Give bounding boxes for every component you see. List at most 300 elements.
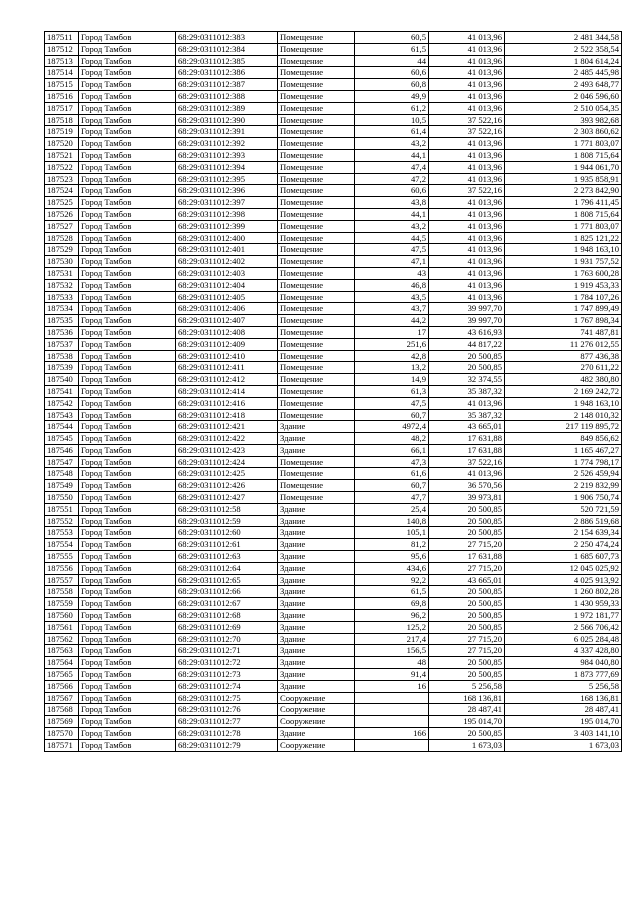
locality-cell: Город Тамбов [79,503,176,515]
cadastral-value-cell: 12 045 025,92 [505,562,622,574]
object-type-cell: Сооружение [278,692,355,704]
locality-cell: Город Тамбов [79,574,176,586]
specific-value-cell: 27 715,20 [429,633,505,645]
object-type-cell: Здание [278,645,355,657]
area-cell: 44,2 [355,315,429,327]
object-type-cell: Помещение [278,456,355,468]
specific-value-cell: 37 522,16 [429,126,505,138]
cadastral-value-cell: 2 510 054,35 [505,102,622,114]
locality-cell: Город Тамбов [79,173,176,185]
area-cell: 43,7 [355,303,429,315]
locality-cell: Город Тамбов [79,433,176,445]
cadastral-value-cell: 1 825 121,22 [505,232,622,244]
area-cell: 251,6 [355,338,429,350]
cadastral-number-cell: 68:29:0311012:58 [176,503,278,515]
area-cell: 81,2 [355,539,429,551]
area-cell [355,692,429,704]
locality-cell: Город Тамбов [79,598,176,610]
cadastral-number-cell: 68:29:0311012:77 [176,716,278,728]
object-type-cell: Помещение [278,303,355,315]
row-number-cell: 187525 [45,197,79,209]
area-cell: 60,6 [355,67,429,79]
cadastral-value-cell: 1 808 715,64 [505,149,622,161]
object-type-cell: Помещение [278,67,355,79]
cadastral-number-cell: 68:29:0311012:424 [176,456,278,468]
cadastral-value-cell: 1 673,03 [505,739,622,751]
table-row [45,32,622,44]
specific-value-cell: 168 136,81 [429,692,505,704]
object-type-cell: Здание [278,610,355,622]
table-row [45,79,622,91]
specific-value-cell: 17 631,88 [429,551,505,563]
row-number-cell: 187555 [45,551,79,563]
cadastral-number-cell: 68:29:0311012:406 [176,303,278,315]
object-type-cell: Помещение [278,350,355,362]
object-type-cell: Помещение [278,43,355,55]
table-row [45,669,622,681]
table-row [45,138,622,150]
area-cell: 14,9 [355,374,429,386]
object-type-cell: Помещение [278,480,355,492]
table-row [45,362,622,374]
area-cell: 156,5 [355,645,429,657]
cadastral-number-cell: 68:29:0311012:390 [176,114,278,126]
locality-cell: Город Тамбов [79,55,176,67]
area-cell: 66,1 [355,444,429,456]
row-number-cell: 187537 [45,338,79,350]
cadastral-value-cell: 5 256,58 [505,680,622,692]
cadastral-number-cell: 68:29:0311012:421 [176,421,278,433]
locality-cell: Город Тамбов [79,362,176,374]
row-number-cell: 187538 [45,350,79,362]
table-row [45,468,622,480]
cadastral-number-cell: 68:29:0311012:400 [176,232,278,244]
area-cell: 166 [355,728,429,740]
row-number-cell: 187532 [45,279,79,291]
object-type-cell: Здание [278,527,355,539]
specific-value-cell: 43 665,01 [429,574,505,586]
table-row [45,173,622,185]
row-number-cell: 187568 [45,704,79,716]
object-type-cell: Помещение [278,102,355,114]
object-type-cell: Помещение [278,79,355,91]
specific-value-cell: 27 715,20 [429,562,505,574]
row-number-cell: 187548 [45,468,79,480]
cadastral-value-cell: 1 767 898,34 [505,315,622,327]
cadastral-value-cell: 2 493 648,77 [505,79,622,91]
table-row [45,456,622,468]
cadastral-value-cell: 393 982,68 [505,114,622,126]
cadastral-value-cell: 1 919 453,33 [505,279,622,291]
row-number-cell: 187557 [45,574,79,586]
specific-value-cell: 41 013,96 [429,397,505,409]
cadastral-number-cell: 68:29:0311012:386 [176,67,278,79]
row-number-cell: 187561 [45,621,79,633]
specific-value-cell: 41 013,96 [429,220,505,232]
area-cell: 105,1 [355,527,429,539]
row-number-cell: 187511 [45,32,79,44]
cadastral-value-cell: 2 250 474,24 [505,539,622,551]
object-type-cell: Здание [278,539,355,551]
table-row [45,621,622,633]
cadastral-number-cell: 68:29:0311012:405 [176,291,278,303]
row-number-cell: 187524 [45,185,79,197]
table-row [45,267,622,279]
row-number-cell: 187550 [45,492,79,504]
area-cell: 44,1 [355,208,429,220]
area-cell: 60,5 [355,32,429,44]
object-type-cell: Помещение [278,362,355,374]
area-cell: 43,8 [355,197,429,209]
area-cell: 47,2 [355,173,429,185]
area-cell: 60,6 [355,185,429,197]
specific-value-cell: 35 387,32 [429,409,505,421]
object-type-cell: Помещение [278,315,355,327]
cadastral-number-cell: 68:29:0311012:79 [176,739,278,751]
table-row [45,716,622,728]
object-type-cell: Здание [278,621,355,633]
table-body [45,32,622,752]
row-number-cell: 187518 [45,114,79,126]
locality-cell: Город Тамбов [79,126,176,138]
cadastral-value-cell: 4 337 428,80 [505,645,622,657]
cadastral-number-cell: 68:29:0311012:69 [176,621,278,633]
cadastral-value-cell: 1 771 803,07 [505,138,622,150]
cadastral-value-cell: 1 774 798,17 [505,456,622,468]
specific-value-cell: 41 013,96 [429,55,505,67]
table-row [45,374,622,386]
area-cell: 91,4 [355,669,429,681]
locality-cell: Город Тамбов [79,586,176,598]
object-type-cell: Помещение [278,55,355,67]
cadastral-number-cell: 68:29:0311012:426 [176,480,278,492]
cadastral-number-cell: 68:29:0311012:393 [176,149,278,161]
cadastral-value-cell: 195 014,70 [505,716,622,728]
locality-cell: Город Тамбов [79,315,176,327]
locality-cell: Город Тамбов [79,90,176,102]
row-number-cell: 187563 [45,645,79,657]
table-row [45,256,622,268]
object-type-cell: Помещение [278,291,355,303]
row-number-cell: 187534 [45,303,79,315]
row-number-cell: 187536 [45,326,79,338]
specific-value-cell: 44 817,22 [429,338,505,350]
specific-value-cell: 39 997,70 [429,315,505,327]
locality-cell: Город Тамбов [79,114,176,126]
object-type-cell: Здание [278,444,355,456]
locality-cell: Город Тамбов [79,256,176,268]
cadastral-number-cell: 68:29:0311012:65 [176,574,278,586]
area-cell [355,739,429,751]
area-cell: 60,7 [355,409,429,421]
cadastral-value-cell: 2 154 639,34 [505,527,622,539]
locality-cell: Город Тамбов [79,350,176,362]
specific-value-cell: 37 522,16 [429,456,505,468]
cadastral-number-cell: 68:29:0311012:59 [176,515,278,527]
object-type-cell: Помещение [278,279,355,291]
table-row [45,480,622,492]
object-type-cell: Помещение [278,126,355,138]
table-row [45,126,622,138]
table-row [45,350,622,362]
specific-value-cell: 41 013,96 [429,149,505,161]
locality-cell: Город Тамбов [79,138,176,150]
object-type-cell: Помещение [278,114,355,126]
row-number-cell: 187535 [45,315,79,327]
cadastral-value-cell: 11 276 012,55 [505,338,622,350]
specific-value-cell: 27 715,20 [429,539,505,551]
locality-cell: Город Тамбов [79,185,176,197]
cadastral-value-cell: 1 685 607,73 [505,551,622,563]
area-cell: 92,2 [355,574,429,586]
cadastral-number-cell: 68:29:0311012:410 [176,350,278,362]
cadastral-value-cell: 1 972 181,77 [505,610,622,622]
row-number-cell: 187542 [45,397,79,409]
cadastral-value-cell: 2 522 358,54 [505,43,622,55]
cadastral-value-cell: 1 944 061,70 [505,161,622,173]
specific-value-cell: 5 256,58 [429,680,505,692]
locality-cell: Город Тамбов [79,244,176,256]
object-type-cell: Помещение [278,232,355,244]
specific-value-cell: 41 013,96 [429,79,505,91]
object-type-cell: Здание [278,433,355,445]
table-row [45,303,622,315]
cadastral-number-cell: 68:29:0311012:403 [176,267,278,279]
cadastral-number-cell: 68:29:0311012:389 [176,102,278,114]
table-row [45,704,622,716]
area-cell: 48,2 [355,433,429,445]
row-number-cell: 187547 [45,456,79,468]
specific-value-cell: 41 013,96 [429,32,505,44]
locality-cell: Город Тамбов [79,728,176,740]
area-cell: 47,3 [355,456,429,468]
object-type-cell: Помещение [278,256,355,268]
cadastral-number-cell: 68:29:0311012:63 [176,551,278,563]
cadastral-value-cell: 2 273 842,90 [505,185,622,197]
specific-value-cell: 43 616,93 [429,326,505,338]
table-row [45,444,622,456]
row-number-cell: 187521 [45,149,79,161]
area-cell: 13,2 [355,362,429,374]
row-number-cell: 187519 [45,126,79,138]
area-cell: 44,1 [355,149,429,161]
cadastral-value-table [44,31,622,752]
locality-cell: Город Тамбов [79,515,176,527]
cadastral-value-cell: 1 260 802,28 [505,586,622,598]
locality-cell: Город Тамбов [79,562,176,574]
cadastral-number-cell: 68:29:0311012:387 [176,79,278,91]
locality-cell: Город Тамбов [79,232,176,244]
cadastral-value-cell: 217 119 895,72 [505,421,622,433]
cadastral-number-cell: 68:29:0311012:70 [176,633,278,645]
locality-cell: Город Тамбов [79,527,176,539]
table-row [45,279,622,291]
table-row [45,232,622,244]
table-row [45,539,622,551]
table-row [45,503,622,515]
specific-value-cell: 195 014,70 [429,716,505,728]
cadastral-number-cell: 68:29:0311012:60 [176,527,278,539]
object-type-cell: Помещение [278,397,355,409]
area-cell: 47,4 [355,161,429,173]
row-number-cell: 187565 [45,669,79,681]
table-row [45,67,622,79]
area-cell: 17 [355,326,429,338]
table-row [45,610,622,622]
area-cell: 434,6 [355,562,429,574]
cadastral-value-table-sheet [44,31,622,752]
object-type-cell: Помещение [278,149,355,161]
cadastral-value-cell: 2 046 596,60 [505,90,622,102]
object-type-cell: Помещение [278,90,355,102]
locality-cell: Город Тамбов [79,208,176,220]
specific-value-cell: 32 374,55 [429,374,505,386]
specific-value-cell: 41 013,96 [429,208,505,220]
table-row [45,692,622,704]
specific-value-cell: 41 013,96 [429,138,505,150]
object-type-cell: Помещение [278,338,355,350]
object-type-cell: Помещение [278,385,355,397]
row-number-cell: 187558 [45,586,79,598]
object-type-cell: Здание [278,503,355,515]
row-number-cell: 187551 [45,503,79,515]
cadastral-value-cell: 1 935 858,91 [505,173,622,185]
table-row [45,338,622,350]
locality-cell: Город Тамбов [79,149,176,161]
cadastral-value-cell: 2 303 860,62 [505,126,622,138]
cadastral-number-cell: 68:29:0311012:64 [176,562,278,574]
locality-cell: Город Тамбов [79,657,176,669]
row-number-cell: 187515 [45,79,79,91]
specific-value-cell: 17 631,88 [429,444,505,456]
specific-value-cell: 39 997,70 [429,303,505,315]
area-cell: 61,5 [355,586,429,598]
cadastral-value-cell: 482 380,80 [505,374,622,386]
table-row [45,161,622,173]
area-cell: 61,6 [355,468,429,480]
table-row [45,421,622,433]
row-number-cell: 187546 [45,444,79,456]
object-type-cell: Помещение [278,267,355,279]
row-number-cell: 187559 [45,598,79,610]
table-row [45,90,622,102]
cadastral-number-cell: 68:29:0311012:71 [176,645,278,657]
row-number-cell: 187564 [45,657,79,669]
specific-value-cell: 41 013,96 [429,232,505,244]
table-row [45,244,622,256]
table-row [45,114,622,126]
cadastral-number-cell: 68:29:0311012:384 [176,43,278,55]
locality-cell: Город Тамбов [79,468,176,480]
area-cell: 60,8 [355,79,429,91]
locality-cell: Город Тамбов [79,326,176,338]
object-type-cell: Здание [278,657,355,669]
locality-cell: Город Тамбов [79,197,176,209]
row-number-cell: 187531 [45,267,79,279]
cadastral-value-cell: 1 796 411,45 [505,197,622,209]
table-row [45,326,622,338]
specific-value-cell: 20 500,85 [429,350,505,362]
cadastral-value-cell: 270 611,22 [505,362,622,374]
cadastral-value-cell: 3 403 141,10 [505,728,622,740]
cadastral-value-cell: 2 481 344,58 [505,32,622,44]
row-number-cell: 187526 [45,208,79,220]
specific-value-cell: 20 500,85 [429,586,505,598]
cadastral-value-cell: 1 906 750,74 [505,492,622,504]
locality-cell: Город Тамбов [79,621,176,633]
locality-cell: Город Тамбов [79,291,176,303]
cadastral-number-cell: 68:29:0311012:398 [176,208,278,220]
row-number-cell: 187562 [45,633,79,645]
specific-value-cell: 41 013,96 [429,256,505,268]
cadastral-number-cell: 68:29:0311012:74 [176,680,278,692]
table-row [45,574,622,586]
area-cell: 42,8 [355,350,429,362]
row-number-cell: 187543 [45,409,79,421]
row-number-cell: 187566 [45,680,79,692]
cadastral-number-cell: 68:29:0311012:425 [176,468,278,480]
object-type-cell: Помещение [278,138,355,150]
specific-value-cell: 20 500,85 [429,728,505,740]
cadastral-value-cell: 741 487,81 [505,326,622,338]
cadastral-number-cell: 68:29:0311012:72 [176,657,278,669]
cadastral-number-cell: 68:29:0311012:73 [176,669,278,681]
table-row [45,492,622,504]
area-cell: 43,5 [355,291,429,303]
cadastral-value-cell: 2 148 010,32 [505,409,622,421]
cadastral-number-cell: 68:29:0311012:394 [176,161,278,173]
specific-value-cell: 41 013,96 [429,267,505,279]
specific-value-cell: 20 500,85 [429,362,505,374]
object-type-cell: Сооружение [278,704,355,716]
locality-cell: Город Тамбов [79,161,176,173]
row-number-cell: 187539 [45,362,79,374]
specific-value-cell: 20 500,85 [429,657,505,669]
cadastral-number-cell: 68:29:0311012:78 [176,728,278,740]
specific-value-cell: 28 487,41 [429,704,505,716]
table-row [45,208,622,220]
object-type-cell: Здание [278,574,355,586]
locality-cell: Город Тамбов [79,303,176,315]
cadastral-value-cell: 6 025 284,48 [505,633,622,645]
table-row [45,291,622,303]
object-type-cell: Помещение [278,185,355,197]
cadastral-value-cell: 1 747 899,49 [505,303,622,315]
row-number-cell: 187512 [45,43,79,55]
area-cell: 48 [355,657,429,669]
locality-cell: Город Тамбов [79,610,176,622]
specific-value-cell: 41 013,96 [429,102,505,114]
area-cell: 47,7 [355,492,429,504]
cadastral-number-cell: 68:29:0311012:399 [176,220,278,232]
locality-cell: Город Тамбов [79,279,176,291]
area-cell: 43,2 [355,138,429,150]
object-type-cell: Здание [278,562,355,574]
locality-cell: Город Тамбов [79,692,176,704]
area-cell: 60,7 [355,480,429,492]
cadastral-value-cell: 2 485 445,98 [505,67,622,79]
locality-cell: Город Тамбов [79,43,176,55]
locality-cell: Город Тамбов [79,492,176,504]
cadastral-number-cell: 68:29:0311012:397 [176,197,278,209]
cadastral-number-cell: 68:29:0311012:423 [176,444,278,456]
area-cell: 16 [355,680,429,692]
row-number-cell: 187556 [45,562,79,574]
object-type-cell: Помещение [278,468,355,480]
table-row [45,149,622,161]
table-row [45,102,622,114]
object-type-cell: Помещение [278,208,355,220]
